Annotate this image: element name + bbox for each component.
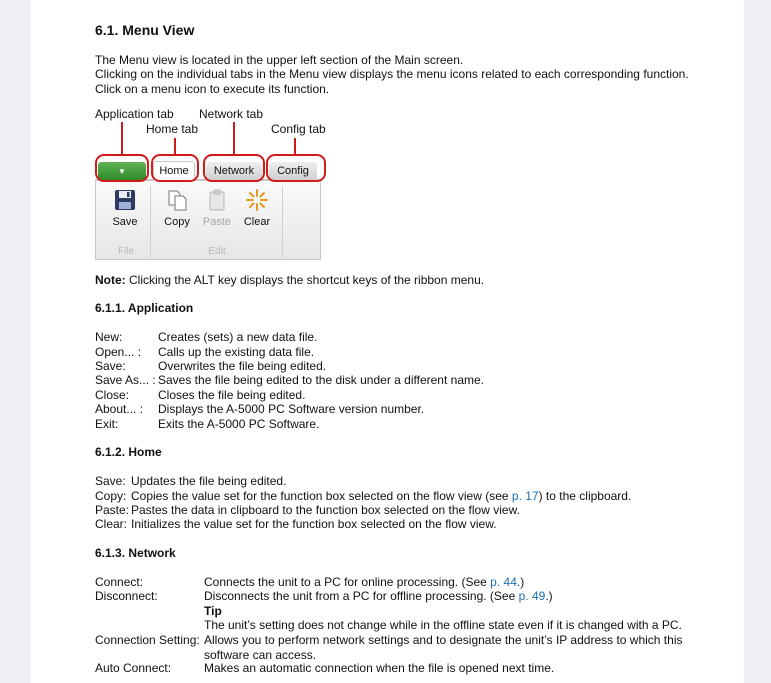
network-tab[interactable]: Network [206,162,262,180]
callout-line-network [233,122,235,154]
home-tab[interactable]: Home [153,161,195,181]
callout-network-tab: Network tab [199,107,264,121]
tip-label [204,604,222,619]
definition-text: ) to the clipboard. [538,489,632,503]
note-label: Note: [95,273,126,287]
page-title: 6.1. Menu View [95,22,195,38]
definition-row [95,503,715,517]
term: Connect: [95,575,144,589]
highlight-ring-network [203,154,265,182]
definition-text: Connects the unit to a PC for online processing. (See [204,575,491,589]
section-heading-home: 6.1.2. Home [95,445,162,459]
term: New: [95,330,123,344]
dropdown-arrow-icon: ▼ [118,167,126,176]
highlight-ring-config [266,154,326,182]
ribbon-figure [95,106,335,262]
term: Copy: [95,489,127,503]
section-heading-application: 6.1.1. Application [95,301,194,315]
term: Paste: [95,503,130,517]
paste-ribbon-button[interactable] [200,188,234,228]
term: Save: [95,474,126,488]
highlight-ring-home [151,154,199,182]
group-separator [150,186,151,258]
definition-row [95,330,715,344]
save-ribbon-label: Save [112,216,138,228]
note-text: Clicking the ALT key displays the shortcut keys of the ribbon menu. [129,273,485,287]
copy-ribbon-label: Copy [164,216,190,228]
definition: Pastes the data in clipboard to the function box selected on the flow view. [131,503,520,517]
ribbon-panel [95,179,321,260]
page-link[interactable]: p. 44 [490,575,517,589]
copy-icon [165,188,189,212]
highlight-ring-application [95,154,149,182]
definition-row [95,661,715,675]
page-link[interactable]: p. 17 [511,489,539,503]
definition-text: .) [516,575,525,589]
clear-ribbon-label: Clear [243,216,271,228]
term: Save: [95,359,126,373]
definition-row [95,474,715,488]
definition: Exits the A-5000 PC Software. [158,417,320,431]
save-ribbon-button[interactable] [108,188,142,228]
term: Connection Setting: [95,633,200,647]
definition-row [95,417,715,431]
definition-row [95,575,715,589]
definition [131,489,631,504]
config-tab[interactable]: Config [269,162,317,180]
floppy-disk-icon [113,188,137,212]
sparkle-clear-icon [245,188,269,212]
page-link[interactable]: p. 49 [518,589,546,603]
definition-text: Disconnects the unit from a PC for offline processing. (See [204,589,519,603]
definition-row [95,359,715,373]
note-paragraph [95,273,484,288]
tip-heading: Tip [204,604,222,618]
tip-text: The unit’s setting does not change while in the offline state even if it is changed with a PC. [204,618,682,632]
paste-ribbon-label: Paste [202,216,232,228]
clear-ribbon-button[interactable] [240,188,274,228]
definition-row [95,489,715,503]
callout-config-tab: Config tab [271,122,326,136]
definition [204,575,524,590]
term: Clear: [95,517,128,531]
callout-line-home [174,138,176,154]
term: Open... : [95,345,142,359]
definition-row [95,517,715,531]
callout-application-tab: Application tab [95,107,174,121]
definition: Saves the file being edited to the disk under a different name. [158,373,484,387]
term: Disconnect: [95,589,158,603]
intro-line-3: Click on a menu icon to execute its function. [95,82,330,96]
definition-row [95,633,715,662]
callout-home-tab: Home tab [146,122,199,136]
definition: Creates (sets) a new data file. [158,330,318,344]
definition: Overwrites the file being edited. [158,359,327,373]
definition: Closes the file being edited. [158,388,306,402]
definition [204,589,553,604]
definition: Initializes the value set for the function box selected on the flow view. [131,517,497,531]
document-page [31,0,744,683]
definition: Updates the file being edited. [131,474,287,488]
group-label-file: File [117,246,135,257]
definition-text: .) [545,589,553,603]
section-heading-network: 6.1.3. Network [95,546,176,560]
intro-line-1: The Menu view is located in the upper left section of the Main screen. [95,53,464,67]
definition: Displays the A-5000 PC Software version number. [158,402,425,416]
definition-text: Copies the value set for the function box selected on the flow view (see [131,489,512,503]
definition: Calls up the existing data file. [158,345,315,359]
definition: Allows you to perform network settings and to designate the unit’s IP address to which this software can access. [204,633,683,662]
group-separator [282,186,283,258]
term: Auto Connect: [95,661,172,675]
term: About... : [95,402,144,416]
copy-ribbon-button[interactable] [160,188,194,228]
term: Save As... : [95,373,156,387]
term: Exit: [95,417,119,431]
definition-row [95,388,715,402]
callout-line-config [294,138,296,154]
definition-row [95,373,715,387]
term: Close: [95,388,130,402]
definition: Makes an automatic connection when the file is opened next time. [204,661,555,675]
clipboard-icon [205,188,229,212]
definition-row [95,345,715,359]
definition-row [95,402,715,416]
group-label-edit: Edit [208,246,226,257]
callout-line-application [121,122,123,154]
intro-line-2: Clicking on the individual tabs in the Menu view displays the menu icons related to each corresponding function. [95,67,689,81]
definition-row [95,589,715,603]
